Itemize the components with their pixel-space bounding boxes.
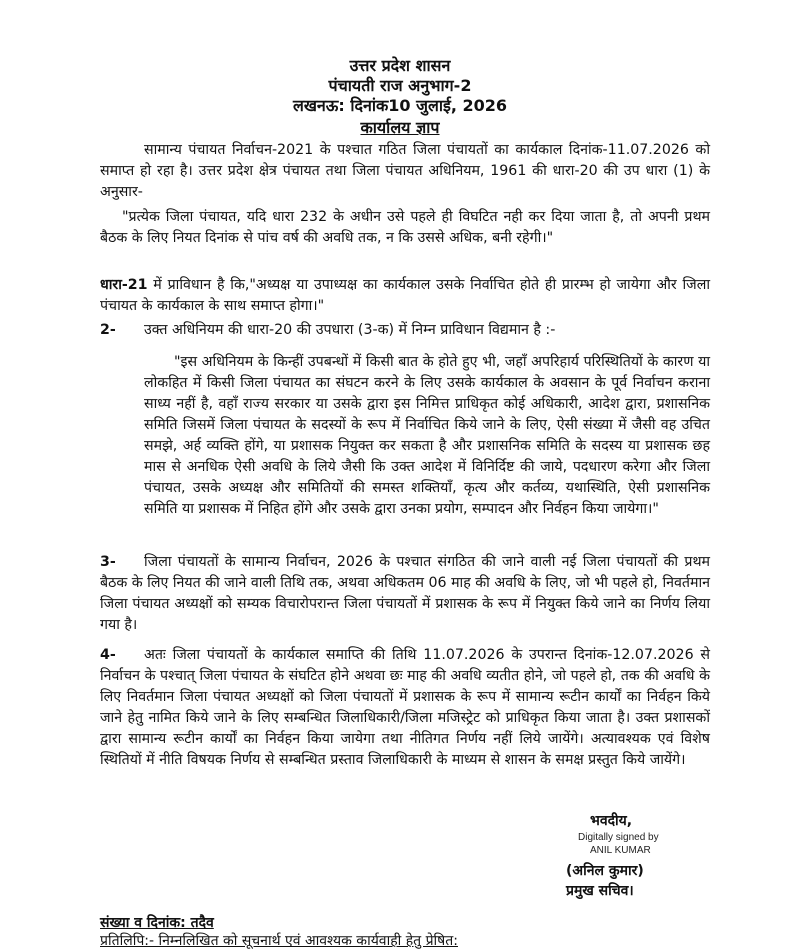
- copy-to-line: प्रतिलिपि:- निम्नलिखित को सूचनार्थ एवं आवश्यक कार्यवाही हेतु प्रेषित:: [100, 933, 458, 949]
- para2-number: 2-: [100, 322, 116, 338]
- intro-paragraph: सामान्य पंचायत निर्वाचन-2021 के पश्चात गठित जिला पंचायतों का कार्यकाल दिनांक-11.07.2026 को समाप्त हो रहा है। उत्तर प्रदेश क्षेत्र पंचायत तथा जिला पंचायत अधिनियम, 1961 की धारा-20 की उप धारा (1) के अनुसार-: [100, 142, 710, 200]
- intro-quote: "प्रत्येक जिला पंचायत, यदि धारा 232 के अधीन उसे पहले ही विघटित नही कर दिया जाता है, तो अपनी प्रथम बैठक के लिए नियत दिनांक से पांच वर्ष की अवधि तक, न कि उससे अधिक, बनी रहेगी।": [100, 209, 710, 246]
- section-21-label: धारा-21: [100, 277, 148, 293]
- document-type: कार्यालय ज्ञाप: [360, 118, 440, 137]
- reference-number-date: संख्या व दिनांक: तदैव: [100, 915, 214, 931]
- issuer-title: उत्तर प्रदेश शासन: [349, 56, 451, 75]
- place-date: लखनऊ: दिनांक10 जुलाई, 2026: [292, 96, 508, 115]
- para2-quote: "इस अधिनियम के किन्हीं उपबन्धों में किसी बात के होते हुए भी, जहाँ अपरिहार्य परिस्थितियों के कारण या लोकहित में किसी जिला पंचायत का संघटन करने के लिए उसके कार्यकाल के अवसान के पूर्व निर्वाचन कराना साध्य नहीं है, वहाँ राज्य सरकार या उसके द्वारा इस निमित्त प्राधिकृत कोई अधिकारी, आदेश द्वारा, प्रशासनिक समिति जिसमें जिला पंचायत के सदस्यों के रूप में निर्वाचित किये जाने के लिए, ऐसी संख्या में जैसी वह उचित समझे, अर्ह व्यक्ति होंगे, या प्रशासक नियुक्त कर सकता है और प्रशासनिक समिति के सदस्य या प्रशासक छह मास से अनधिक ऐसी अवधि के लिये जैसी कि उक्त आदेश में विनिर्दिष्ट की जाये, पदधारण करेगा और जिला पंचायत, उसके अध्यक्ष और समितियों की समस्त शक्तियाँ, कृत्य और कर्तव्य, यथास्थिति, ऐसी प्रशासनिक समिति या प्रशासक में निहित होंगे और उसके द्वारा उनका प्रयोग, सम्पादन और निर्वहन किया जायेगा।": [144, 354, 710, 517]
- signatory-designation: प्रमुख सचिव।: [566, 883, 634, 899]
- section-21-text: में प्राविधान है कि,"अध्यक्ष या उपाध्यक्ष का कार्यकाल उसके निर्वाचित होते ही प्रारम्भ हो जायेगा और जिला पंचायत के कार्यकाल के साथ समाप्त होगा।": [100, 277, 710, 314]
- digital-signature-line1: Digitally signed by: [578, 832, 659, 843]
- para3-number: 3-: [100, 554, 116, 570]
- section-21-paragraph: [100, 275, 710, 317]
- department-section: पंचायती राज अनुभाग-2: [328, 76, 472, 95]
- closing-salutation: भवदीय,: [590, 813, 633, 829]
- para3-text: जिला पंचायतों के सामान्य निर्वाचन, 2026 के पश्चात संगठित की जाने वाली नई जिला पंचायतों की प्रथम बैठक के लिए नियत की जाने वाली तिथि तक, अथवा अधिकतम 06 माह की अवधि के लिए, जो भी पहले हो, निवर्तमान जिला पंचायत अध्यक्षों को सम्यक विचारोपरान्त जिला पंचायतों में प्रशासक के रूप में नियुक्त किये जाने का निर्णय लिया गया है।: [100, 554, 710, 633]
- para2-text: उक्त अधिनियम की धारा-20 की उपधारा (3-क) में निम्न प्राविधान विद्यमान है :-: [144, 322, 556, 338]
- para4-number: 4-: [100, 647, 116, 663]
- para4-text: अतः जिला पंचायतों के कार्यकाल समाप्ति की तिथि 11.07.2026 के उपरान्त दिनांक-12.07.2026 से निर्वाचन के पश्चात् जिला पंचायत के संघटित होने अथवा छः माह की अवधि व्यतीत होने, जो पहले हो, तक की अवधि के लिए निवर्तमान जिला पंचायत अध्यक्षों को जिला पंचायतों में प्रशासक के रूप में सामान्य रूटीन कार्यों का निर्वहन किये जाने हेतु नामित किये जाने के लिए सम्बन्धित जिलाधिकारी/जिला मजिस्ट्रेट को प्राधिकृत किया जाता है। उक्त प्रशासकों द्वारा सामान्य रूटीन कार्यों का निर्वहन किया जायेगा तथा नीतिगत निर्णय नहीं लिये जायेंगे। अत्यावश्यक एवं विशेष स्थितियों में नीति विषयक निर्णय से सम्बन्धित प्रस्ताव जिलाधिकारी के माध्यम से शासन के समक्ष प्रस्तुत किये जायेंगे।: [100, 647, 710, 768]
- digital-signature-line2: ANIL KUMAR: [590, 845, 651, 856]
- signatory-name: (अनिल कुमार): [566, 863, 644, 879]
